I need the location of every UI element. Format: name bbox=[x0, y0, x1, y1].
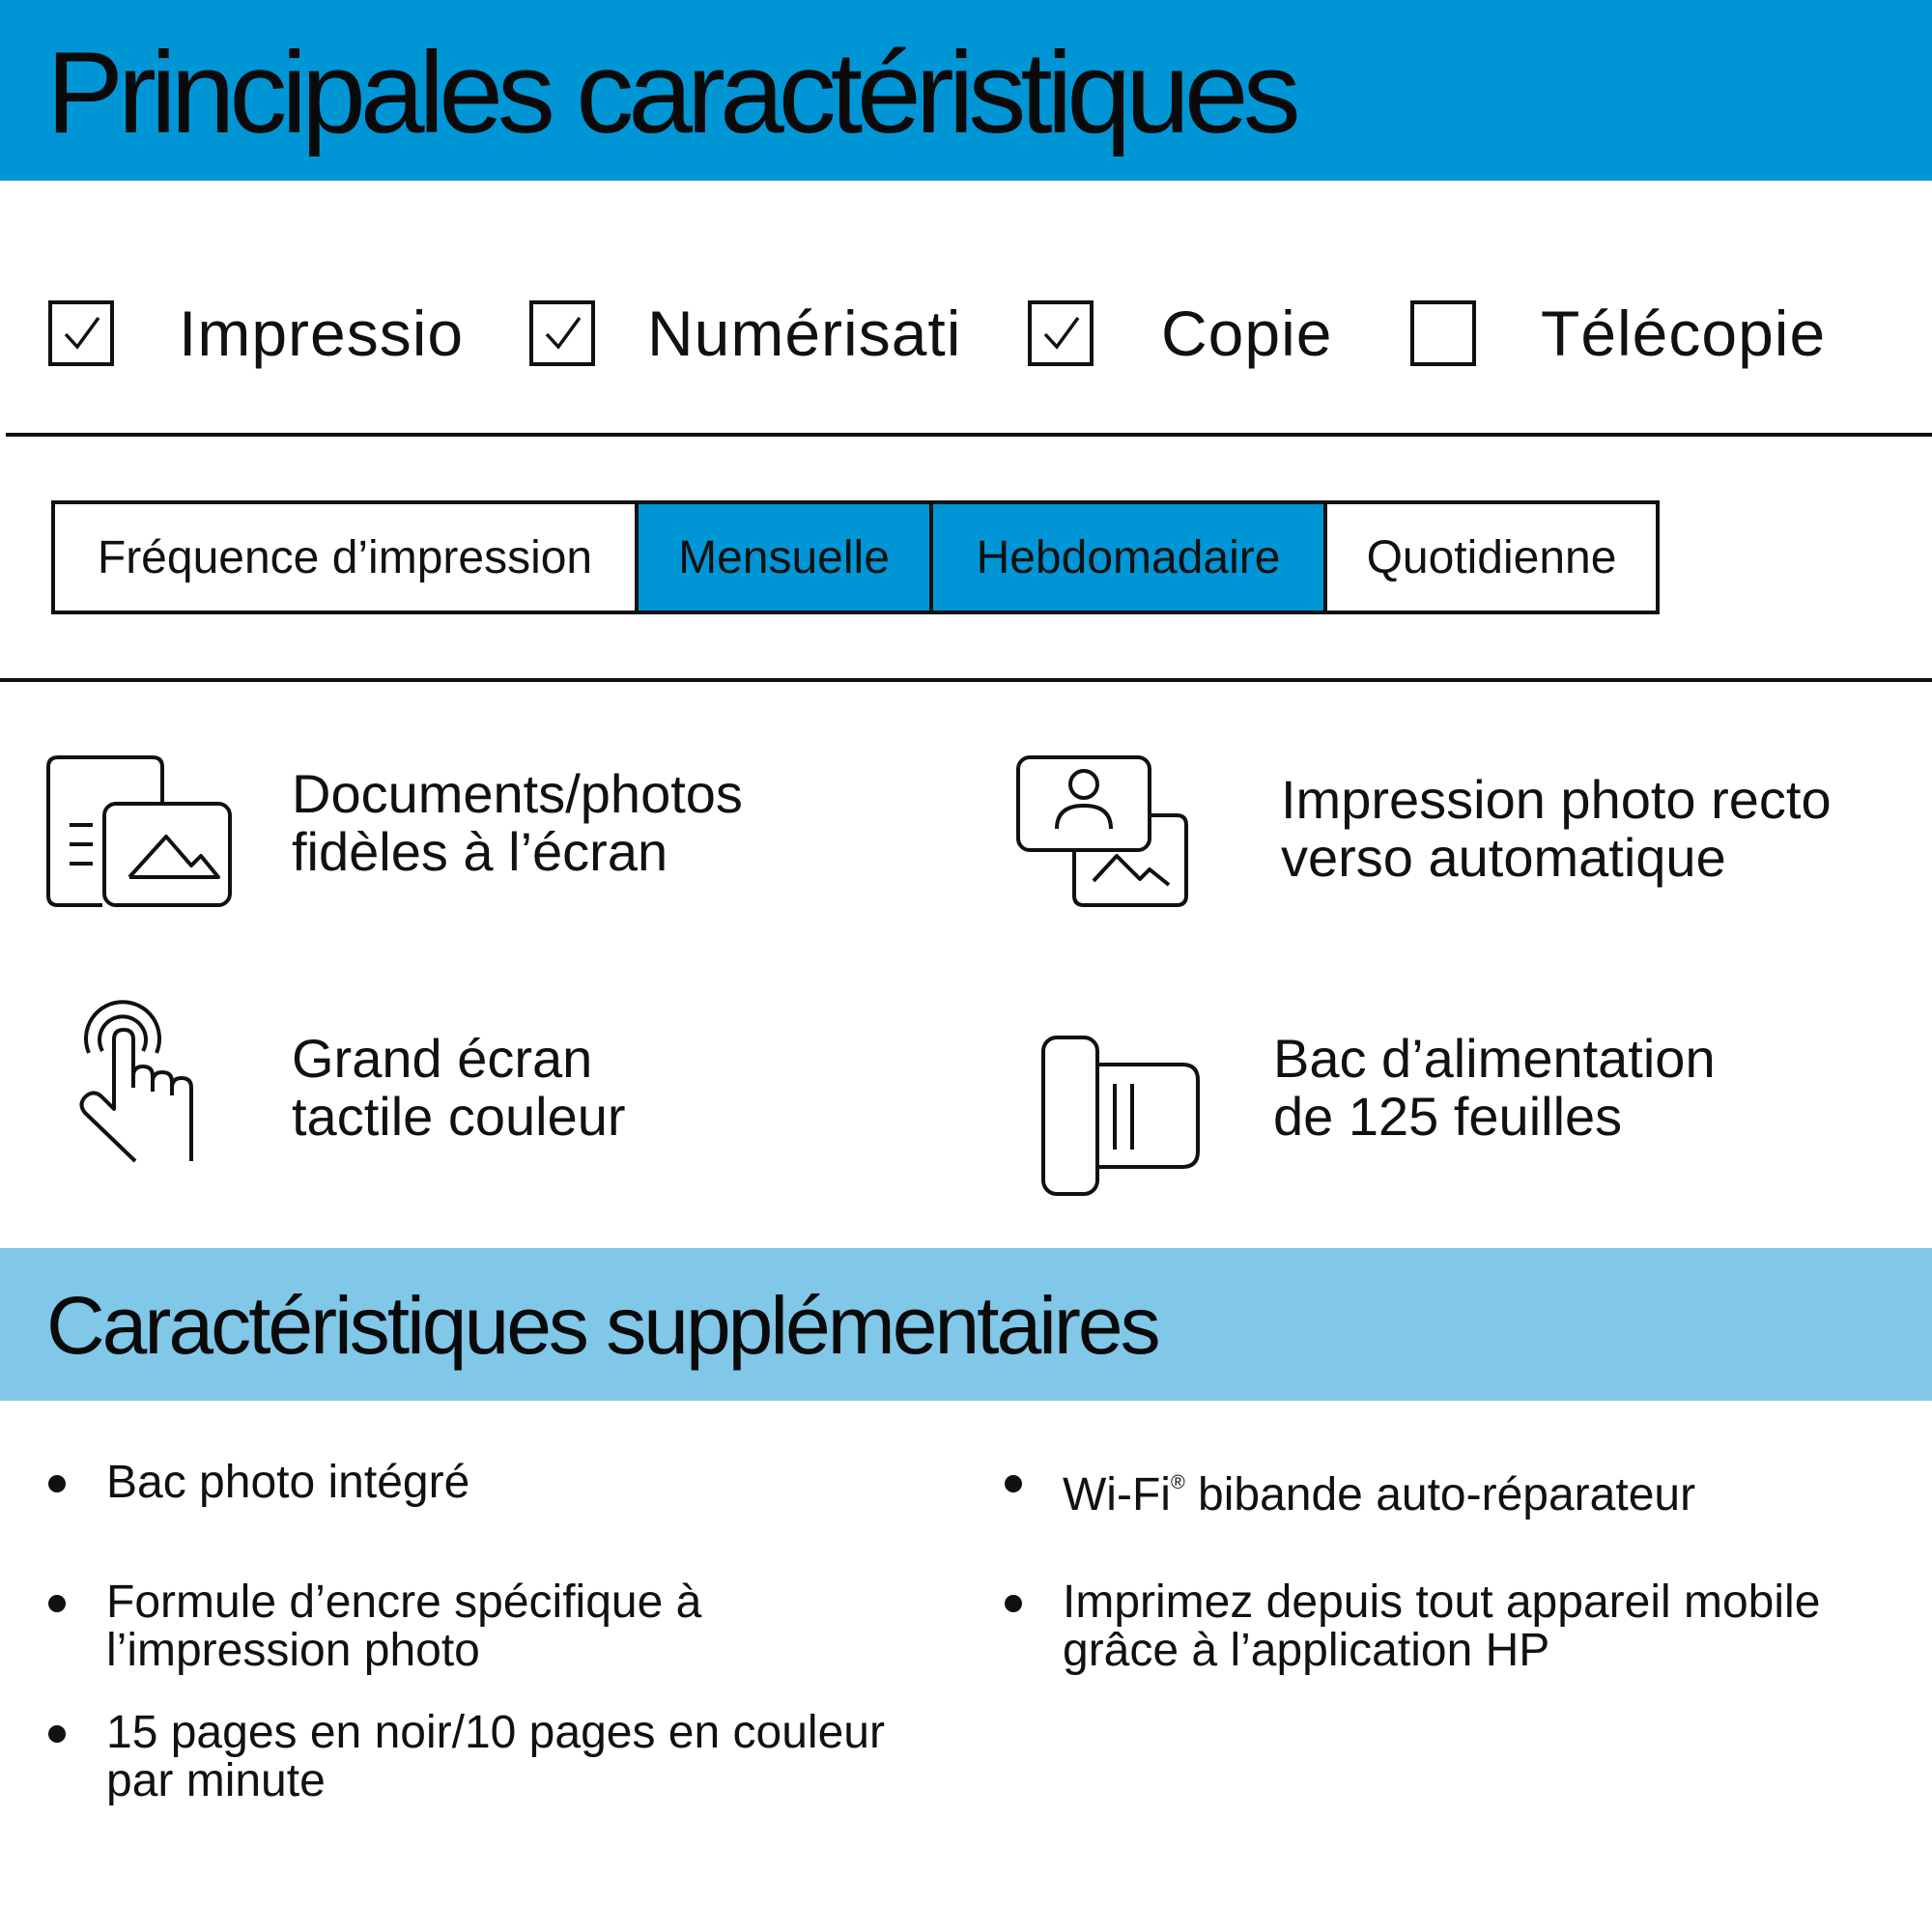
bullet-icon bbox=[48, 1595, 66, 1612]
list-item-line: Bac photo intégré bbox=[106, 1457, 470, 1508]
bullet-icon bbox=[1005, 1475, 1022, 1492]
list-item-line: Formule d’encre spécifique à bbox=[106, 1577, 702, 1628]
checkbox-impression[interactable] bbox=[48, 300, 114, 366]
list-item-line: grâce à l’application HP bbox=[1063, 1625, 1550, 1676]
feature-text bbox=[1281, 771, 1832, 887]
list-item bbox=[1063, 1459, 1695, 1520]
feature-line: Impression photo recto bbox=[1281, 769, 1832, 830]
checkbox-copie[interactable] bbox=[1028, 300, 1094, 366]
feature-text bbox=[292, 765, 743, 881]
list-item bbox=[1063, 1578, 1820, 1675]
function-label-impression: Impressio bbox=[179, 298, 465, 369]
checkmark-icon bbox=[1037, 310, 1084, 356]
list-item-line: l’impression photo bbox=[106, 1625, 480, 1676]
checkbox-numerisation[interactable] bbox=[529, 300, 595, 366]
feature-text bbox=[1273, 1030, 1716, 1146]
bullet-icon bbox=[1005, 1595, 1022, 1612]
checkmark-icon bbox=[58, 310, 104, 356]
touch-hand-icon bbox=[68, 995, 213, 1169]
feature-line: Documents/photos bbox=[292, 763, 743, 824]
frequency-label: Fréquence d’impression bbox=[97, 531, 593, 583]
divider bbox=[6, 433, 1932, 437]
feature-line: tactile couleur bbox=[292, 1086, 626, 1147]
feature-line: Bac d’alimentation bbox=[1273, 1028, 1716, 1089]
bullet-icon bbox=[48, 1725, 66, 1743]
function-label-numerisation: Numérisati bbox=[647, 298, 962, 369]
list-item-line: 15 pages en noir/10 pages en couleur bbox=[106, 1707, 885, 1758]
paper-tray-icon bbox=[1039, 1034, 1204, 1198]
print-frequency-bar bbox=[51, 500, 1660, 614]
feature-line: verso automatique bbox=[1281, 827, 1726, 888]
wifi-description: bibande auto-réparateur bbox=[1184, 1469, 1696, 1520]
list-item bbox=[106, 1578, 701, 1675]
feature-line: fidèles à l’écran bbox=[292, 821, 668, 882]
frequency-option-monthly[interactable]: Mensuelle bbox=[635, 504, 929, 611]
feature-line: Grand écran bbox=[292, 1028, 593, 1089]
registered-mark: ® bbox=[1170, 1472, 1185, 1493]
section-title: Caractéristiques supplémentaires bbox=[46, 1280, 1158, 1371]
bullet-icon bbox=[48, 1475, 66, 1492]
feature-line: de 125 feuilles bbox=[1273, 1086, 1623, 1147]
wifi-label: Wi-Fi bbox=[1063, 1469, 1171, 1520]
page-title: Principales caractéristiques bbox=[46, 28, 1295, 157]
function-label-copie: Copie bbox=[1161, 298, 1333, 369]
divider bbox=[0, 678, 1932, 682]
list-item-line: Imprimez depuis tout appareil mobile bbox=[1063, 1577, 1821, 1628]
checkbox-telecopie[interactable] bbox=[1410, 300, 1476, 366]
function-label-telecopie: Télécopie bbox=[1541, 298, 1827, 369]
list-item bbox=[106, 1459, 469, 1507]
checkmark-icon bbox=[539, 310, 585, 356]
list-item-line: par minute bbox=[106, 1755, 326, 1806]
frequency-option-daily[interactable]: Quotidienne bbox=[1323, 504, 1656, 611]
feature-text bbox=[292, 1030, 626, 1146]
document-photo-icon bbox=[44, 753, 238, 908]
duplex-photo-icon bbox=[1014, 753, 1208, 908]
list-item bbox=[106, 1709, 885, 1805]
frequency-option-weekly[interactable]: Hebdomadaire bbox=[929, 504, 1323, 611]
